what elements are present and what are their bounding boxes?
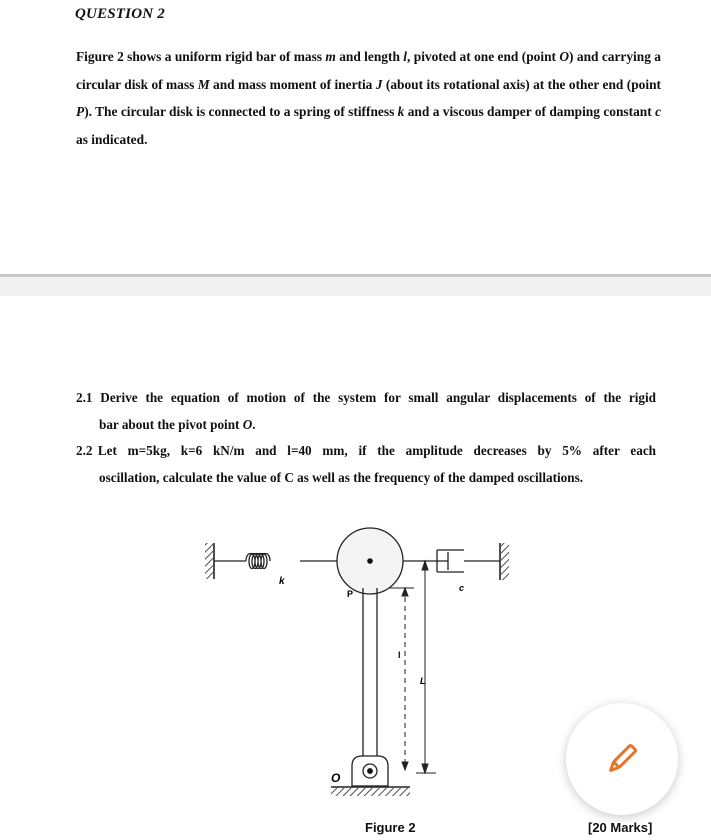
- marks-label: [20 Marks]: [588, 820, 653, 835]
- subquestion-text-cont: oscillation, calculate the value of C as well as the frequency of the damped oscillations.: [99, 470, 584, 485]
- symbol-text: l: [403, 49, 408, 64]
- subquestion-continuation: [76, 464, 656, 491]
- symbol-text: c: [655, 104, 662, 119]
- sentence-end: .: [252, 417, 256, 432]
- point-p-label: P: [347, 589, 354, 599]
- figure-caption: Figure 2: [365, 820, 416, 835]
- point-o-label: O: [331, 771, 341, 785]
- symbol-text: P: [76, 104, 85, 119]
- dimension-big-l: [416, 561, 436, 773]
- question-intro: [76, 43, 661, 153]
- intro-text: , pivoted at one end (point: [407, 49, 560, 64]
- ground-hatch: [331, 788, 410, 796]
- intro-text: and a viscous damper of damping constant: [404, 104, 656, 119]
- symbol-text: m: [325, 49, 336, 64]
- pivot-support: [331, 756, 410, 787]
- section-divider: [0, 274, 711, 296]
- intro-text: (about its rotational axis) at the other end (point: [382, 76, 661, 92]
- spring: [214, 554, 337, 569]
- rigid-bar: [363, 588, 377, 765]
- symbol-text: J: [375, 76, 383, 92]
- question-title: QUESTION 2: [75, 6, 165, 22]
- subquestion-2-2: [76, 437, 656, 491]
- subquestion-number: 2.1: [76, 390, 93, 405]
- intro-text: ). The circular disk is connected to a spring of stiffness: [84, 104, 398, 119]
- subquestion-text: Derive the equation of motion of the system for small angular displacements of the rigid: [100, 390, 656, 405]
- dimension-l-label: l: [398, 650, 401, 660]
- subquestion-line: [76, 384, 656, 411]
- dimension-big-l-label: L: [420, 676, 426, 686]
- symbol-text: O: [559, 49, 570, 64]
- subquestion-2-1: [76, 384, 656, 438]
- intro-text: and mass moment of inertia: [209, 76, 376, 92]
- intro-text: and length: [335, 49, 404, 64]
- intro-text: Figure 2 shows a uniform rigid bar of mass: [76, 49, 326, 64]
- edit-fab-button[interactable]: [566, 703, 678, 815]
- dimension-l: [389, 588, 414, 770]
- subquestion-text-cont: bar about the pivot point: [99, 417, 243, 432]
- subquestion-continuation: [76, 411, 656, 438]
- left-wall: [205, 543, 214, 579]
- subquestion-number: 2.2: [76, 443, 93, 458]
- intro-text: ) and carrying a circular disk of mass: [76, 49, 661, 92]
- symbol-text: M: [197, 76, 210, 92]
- damper-label: c: [459, 583, 465, 593]
- subquestion-text: Let m=5kg, k=6 kN/m and l=40 mm, if the amplitude decreases by 5% after each: [97, 443, 657, 458]
- circular-disk: [337, 528, 403, 594]
- pivot-symbol: O: [242, 417, 253, 432]
- spring-label: k: [279, 576, 285, 587]
- symbol-text: k: [397, 104, 405, 119]
- intro-text: as indicated.: [76, 131, 148, 147]
- pencil-icon: [604, 741, 640, 777]
- subquestion-line: [76, 437, 656, 464]
- right-wall: [500, 543, 509, 580]
